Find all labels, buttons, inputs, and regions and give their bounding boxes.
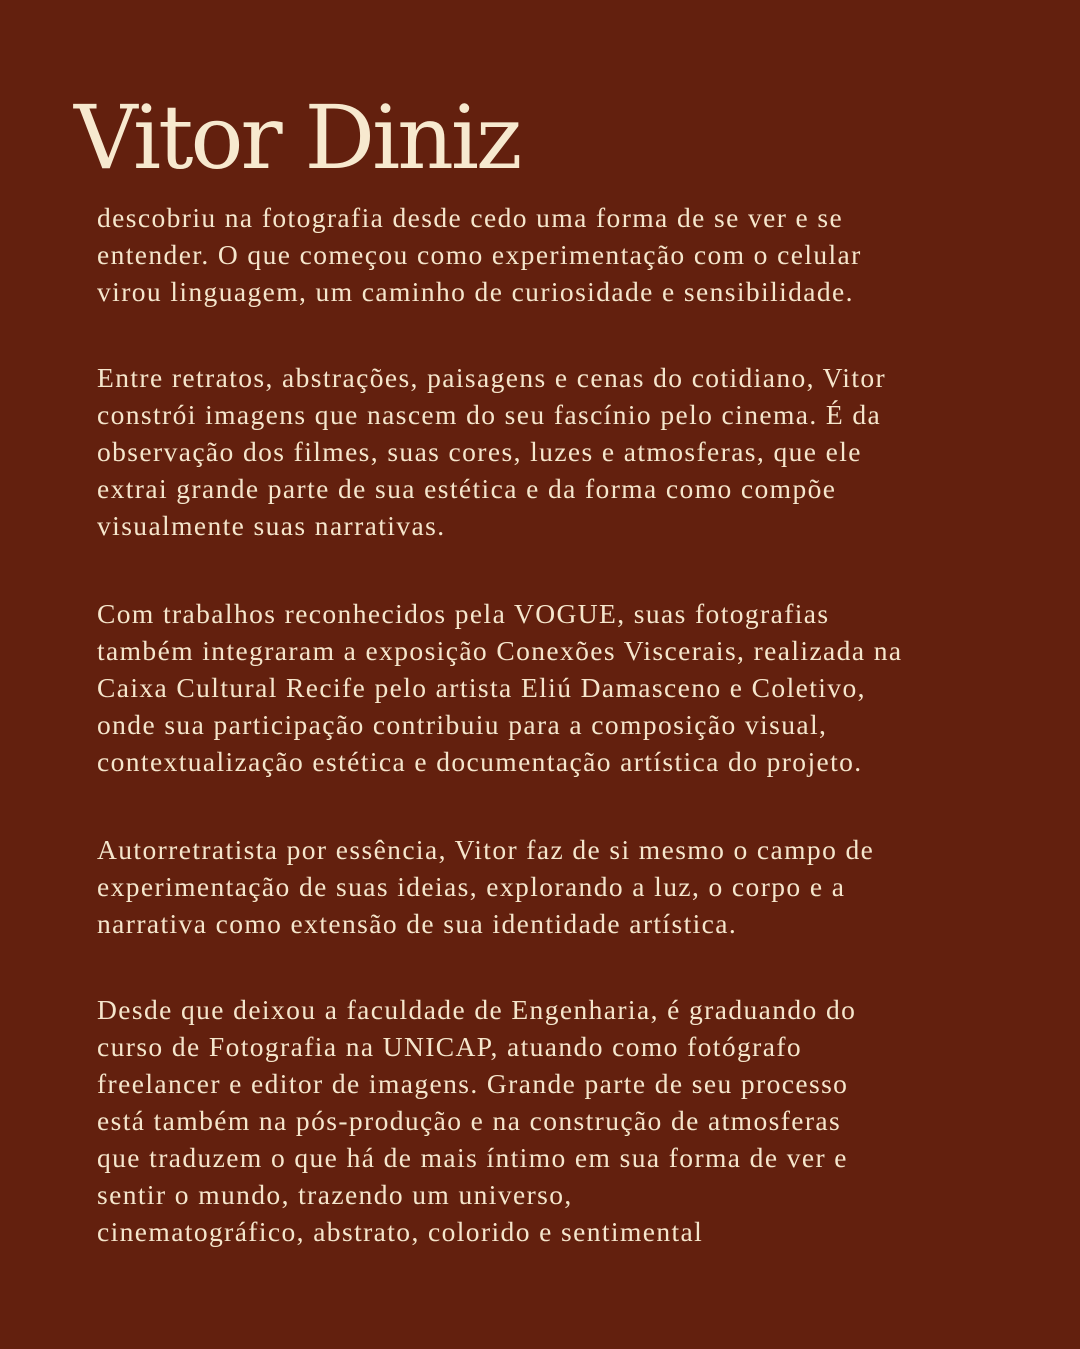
- text-line: Com trabalhos reconhecidos pela VOGUE, suas fotografias: [97, 598, 830, 629]
- text-line: contextualização estética e documentação artística do projeto.: [97, 746, 863, 777]
- page-title: Vitor Diniz: [74, 86, 520, 189]
- text-line: narrativa como extensão de sua identidade artística.: [97, 908, 738, 939]
- text-line: experimentação de suas ideias, explorando a luz, o corpo e a: [97, 871, 846, 902]
- text-line: freelancer e editor de imagens. Grande parte de seu processo: [97, 1068, 849, 1099]
- text-line: sentir o mundo, trazendo um universo,: [97, 1179, 573, 1210]
- text-line: que traduzem o que há de mais íntimo em sua forma de ver e: [97, 1142, 848, 1173]
- text-line: entender. O que começou como experimentação com o celular: [97, 239, 862, 270]
- text-line: visualmente suas narrativas.: [97, 510, 446, 541]
- text-line: onde sua participação contribuiu para a composição visual,: [97, 709, 828, 740]
- bio-paragraph-cinema: [97, 359, 886, 544]
- text-line: Autorretratista por essência, Vitor faz de si mesmo o campo de: [97, 834, 875, 865]
- bio-paragraph-education: [97, 991, 856, 1250]
- text-line: cinematográfico, abstrato, colorido e sentimental: [97, 1216, 704, 1247]
- bio-paragraph-intro: [97, 199, 862, 310]
- text-line: constrói imagens que nascem do seu fascínio pelo cinema. É da: [97, 399, 882, 430]
- bio-paragraph-self-portrait: [97, 831, 874, 942]
- text-line: Desde que deixou a faculdade de Engenharia, é graduando do: [97, 994, 857, 1025]
- text-line: observação dos filmes, suas cores, luzes e atmosferas, que ele: [97, 436, 862, 467]
- bio-paragraph-recognition: [97, 595, 902, 780]
- text-line: curso de Fotografia na UNICAP, atuando como fotógrafo: [97, 1031, 803, 1062]
- text-line: extrai grande parte de sua estética e da forma como compõe: [97, 473, 837, 504]
- text-line: Entre retratos, abstrações, paisagens e cenas do cotidiano, Vitor: [97, 362, 887, 393]
- text-line: virou linguagem, um caminho de curiosidade e sensibilidade.: [97, 276, 854, 307]
- text-line: está também na pós-produção e na construção de atmosferas: [97, 1105, 842, 1136]
- text-line: também integraram a exposição Conexões Viscerais, realizada na: [97, 635, 903, 666]
- text-line: descobriu na fotografia desde cedo uma forma de se ver e se: [97, 202, 844, 233]
- text-line: Caixa Cultural Recife pelo artista Eliú Damasceno e Coletivo,: [97, 672, 866, 703]
